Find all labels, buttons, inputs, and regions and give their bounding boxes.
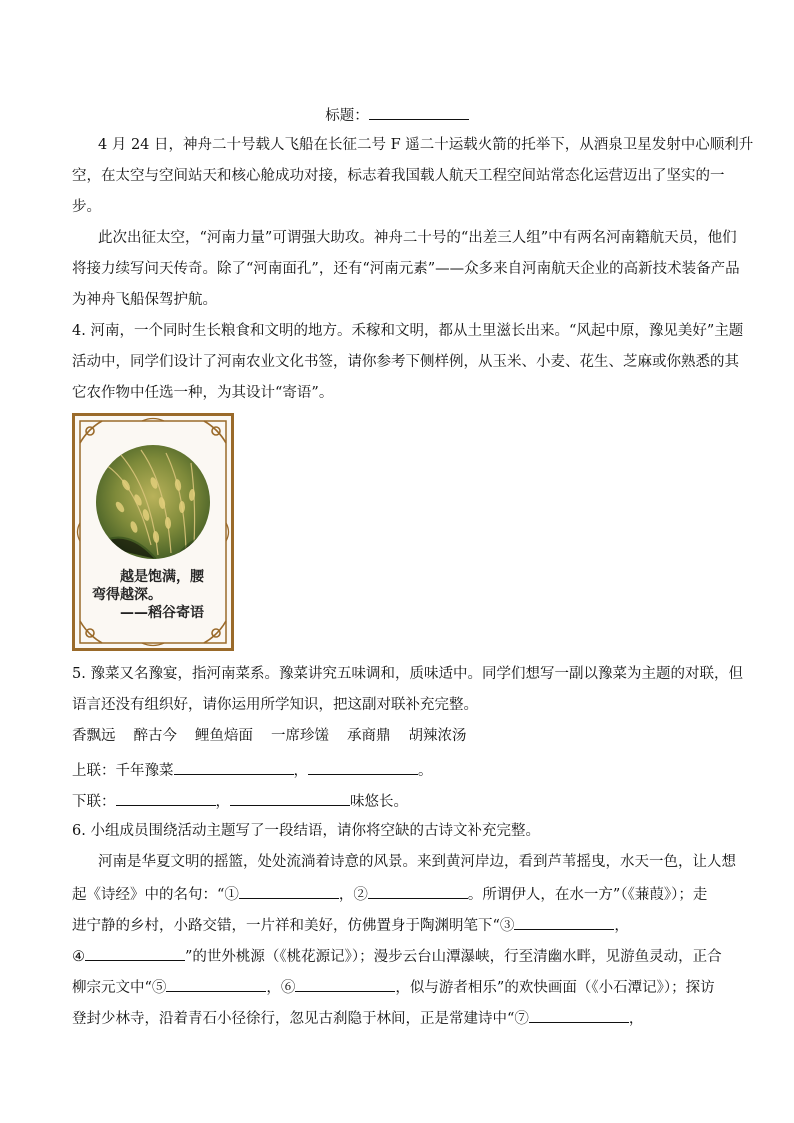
q4-line-1: 4. 河南，一个同时生长粮食和文明的地方。禾稼和文明，都从土里滋长出来。“风起中原，豫见美好”主题 (72, 323, 744, 339)
q6-text: ， (614, 918, 629, 934)
q5-option: 胡辣浓汤 (408, 728, 467, 744)
intro-p2-line-1: 此次出征太空，“河南力量”可谓强大助攻。神舟二十号的“出差三人组”中有两名河南籍航天员，他们 (98, 230, 737, 246)
q5-line-1: 5. 豫菜又名豫宴，指河南菜系。豫菜讲究五味调和，质味适中。同学们想写一副以豫菜为主题的对联，但 (72, 666, 743, 682)
comma: ， (293, 763, 308, 779)
title-blank[interactable] (369, 104, 469, 120)
q4-line-2: 活动中，同学们设计了河南农业文化书签，请你参考下侧样例，从玉米、小麦、花生、芝麻或你熟悉的其 (72, 354, 739, 370)
q5-options (72, 726, 732, 746)
lower-couplet-label: 下联： (72, 794, 116, 810)
blank-2[interactable] (368, 883, 468, 899)
upper-blank-1[interactable] (174, 759, 294, 775)
q6-text: ，② (338, 887, 368, 903)
upper-blank-2[interactable] (308, 759, 418, 775)
q6-line-2: 河南是华夏文明的摇篮，处处流淌着诗意的风景。来到黄河岸边，看到芦苇摇曳，水天一色，让人想 (98, 854, 736, 870)
q6-line-1: 6. 小组成员围绕活动主题写了一段结语，请你将空缺的古诗文补充完整。 (72, 823, 540, 839)
q5-line-2: 语言还没有组织好，请你运用所学知识，把这副对联补充完整。 (72, 697, 478, 713)
blank-5[interactable] (166, 976, 266, 992)
bookmark-card (72, 413, 234, 651)
q6-text: 起《诗经》中的名句：“① (72, 887, 239, 903)
bookmark-line-1: 越是饱满，腰 (120, 569, 204, 585)
upper-couplet-label: 上联：千年豫菜 (72, 763, 174, 779)
q5-option: 鲤鱼焙面 (195, 728, 253, 744)
q6-text: ， (628, 1011, 644, 1027)
intro-p1-line-3: 步。 (72, 199, 101, 215)
title-label: 标题： (325, 108, 369, 124)
comma: ， (215, 794, 230, 810)
blank-6[interactable] (295, 976, 395, 992)
intro-p2-line-2: 将接力续写问天传奇。除了“河南面孔”，还有“河南元素”——众多来自河南航天企业的高新技术装备产品 (72, 261, 740, 277)
blank-3[interactable] (514, 914, 614, 930)
period: 。 (418, 763, 433, 779)
q6-text: ④ (72, 949, 85, 965)
q5-option: 醉古今 (133, 728, 177, 744)
lower-couplet-end: 味悠长。 (350, 794, 408, 810)
q5-lower-couplet (72, 790, 732, 812)
q6-text: ，似与游者相乐”的欢快画面（《小石潭记》）；探访 (395, 980, 715, 996)
q5-option: 香飘远 (72, 728, 116, 744)
bookmark-line-3: ——稻谷寄语 (120, 605, 204, 621)
q6-line-3 (72, 883, 732, 905)
blank-1[interactable] (239, 883, 339, 899)
q6-line-7 (72, 1007, 732, 1029)
title-line (0, 104, 794, 126)
rice-ear-photo (96, 445, 210, 559)
q6-line-4 (72, 914, 732, 936)
q5-upper-couplet (72, 759, 732, 781)
blank-7[interactable] (529, 1007, 629, 1023)
intro-p1-line-1: 4 月 24 日，神舟二十号载人飞船在长征二号 F 遥二十运载火箭的托举下，从酒泉卫星发射中心顺利升 (98, 137, 754, 153)
q6-text: 。所谓伊人，在水一方”（《蒹葭》）；走 (467, 887, 708, 903)
bookmark-line-2: 弯得越深。 (92, 587, 162, 603)
q6-line-5 (72, 945, 732, 967)
q4-line-3: 它农作物中任选一种，为其设计“寄语”。 (72, 385, 334, 401)
q6-line-6 (72, 976, 732, 998)
q6-text: 柳宗元文中“⑤ (72, 980, 167, 996)
blank-4[interactable] (85, 945, 185, 961)
q6-text: ，⑥ (266, 980, 296, 996)
intro-p1-line-2: 空，在太空与空间站天和核心舱成功对接，标志着我国载人航天工程空间站常态化运营迈出了坚实的一 (72, 168, 725, 184)
lower-blank-2[interactable] (230, 790, 350, 806)
q5-option: 承商鼎 (347, 728, 391, 744)
q6-text: ”的世外桃源（《桃花源记》）；漫步云台山潭瀑峡，行至清幽水畔，见游鱼灵动，正合 (185, 949, 722, 965)
intro-p2-line-3: 为神舟飞船保驾护航。 (72, 292, 217, 308)
lower-blank-1[interactable] (116, 790, 216, 806)
q6-text: 进宁静的乡村，小路交错，一片祥和美好，仿佛置身于陶渊明笔下“③ (72, 918, 515, 934)
q6-text: 登封少林寺，沿着青石小径徐行，忽见古刹隐于林间，正是常建诗中“⑦ (72, 1011, 529, 1027)
q5-option: 一席珍馐 (271, 728, 329, 744)
